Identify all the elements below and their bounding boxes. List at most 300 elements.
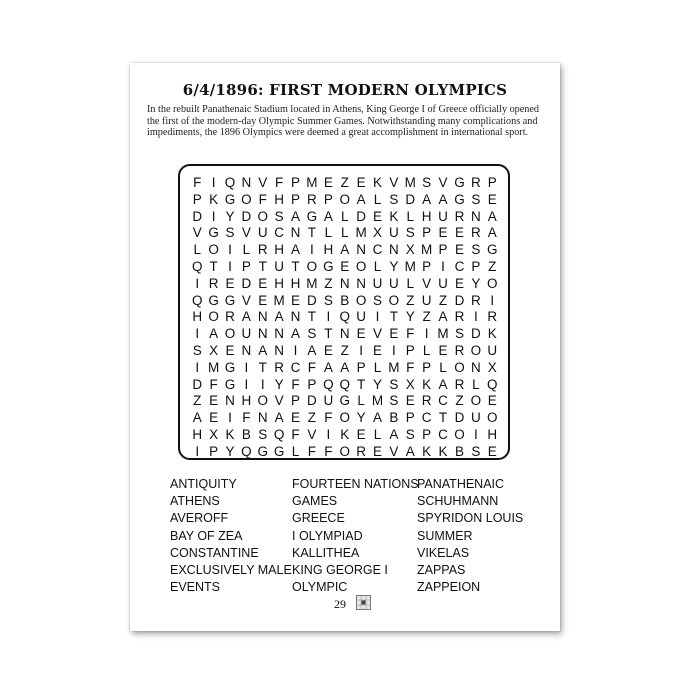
- grid-letter[interactable]: L: [193, 242, 201, 258]
- grid-letter[interactable]: I: [195, 326, 200, 342]
- grid-letter[interactable]: H: [274, 191, 285, 207]
- grid-letter[interactable]: M: [273, 292, 285, 308]
- grid-letter[interactable]: O: [224, 326, 236, 342]
- grid-letter[interactable]: F: [258, 191, 267, 207]
- grid-letter[interactable]: U: [323, 393, 334, 409]
- grid-letter[interactable]: K: [422, 443, 432, 459]
- grid-letter[interactable]: Z: [307, 410, 317, 426]
- grid-letter[interactable]: R: [454, 376, 465, 392]
- grid-letter[interactable]: U: [438, 208, 448, 224]
- grid-letter[interactable]: N: [257, 309, 268, 325]
- grid-letter[interactable]: S: [454, 326, 464, 342]
- grid-letter[interactable]: C: [421, 410, 432, 426]
- grid-letter[interactable]: A: [340, 359, 350, 375]
- grid-letter[interactable]: K: [209, 191, 219, 207]
- grid-letter[interactable]: F: [193, 175, 202, 190]
- grid-letter[interactable]: I: [260, 376, 265, 392]
- grid-letter[interactable]: L: [242, 242, 251, 258]
- grid-letter[interactable]: H: [274, 242, 285, 258]
- grid-letter[interactable]: E: [323, 342, 333, 358]
- grid-letter[interactable]: Q: [323, 376, 334, 392]
- grid-letter[interactable]: G: [257, 443, 269, 459]
- grid-letter[interactable]: A: [241, 309, 251, 325]
- grid-letter[interactable]: H: [192, 309, 203, 325]
- grid-letter[interactable]: N: [241, 175, 252, 190]
- grid-letter[interactable]: O: [241, 191, 252, 207]
- grid-letter[interactable]: M: [404, 258, 416, 274]
- grid-letter[interactable]: A: [209, 326, 219, 342]
- grid-letter[interactable]: O: [208, 309, 219, 325]
- grid-letter[interactable]: P: [422, 225, 432, 241]
- grid-letter[interactable]: I: [293, 342, 298, 358]
- grid-letter[interactable]: E: [487, 443, 497, 459]
- grid-letter[interactable]: G: [224, 359, 236, 375]
- grid-letter[interactable]: Z: [340, 342, 349, 358]
- grid-letter[interactable]: F: [324, 410, 333, 426]
- grid-letter[interactable]: N: [339, 326, 350, 342]
- grid-letter[interactable]: U: [438, 275, 448, 291]
- grid-letter[interactable]: C: [372, 242, 383, 258]
- grid-letter[interactable]: Y: [225, 443, 235, 459]
- grid-letter[interactable]: I: [195, 359, 200, 375]
- grid-letter[interactable]: L: [340, 225, 349, 241]
- grid-letter[interactable]: Q: [191, 292, 203, 308]
- grid-letter[interactable]: A: [258, 342, 268, 358]
- grid-letter[interactable]: X: [405, 242, 415, 258]
- grid-letter[interactable]: S: [389, 191, 399, 207]
- grid-letter[interactable]: R: [470, 292, 481, 308]
- grid-letter[interactable]: R: [208, 275, 219, 291]
- grid-letter[interactable]: T: [307, 225, 317, 241]
- grid-letter[interactable]: A: [323, 359, 333, 375]
- grid-letter[interactable]: M: [388, 359, 400, 375]
- grid-letter[interactable]: P: [307, 376, 317, 392]
- grid-letter[interactable]: N: [290, 225, 301, 241]
- grid-letter[interactable]: O: [257, 208, 269, 224]
- grid-letter[interactable]: I: [211, 208, 216, 224]
- grid-letter[interactable]: Q: [339, 309, 350, 325]
- grid-letter[interactable]: Q: [486, 376, 498, 392]
- grid-letter[interactable]: E: [405, 393, 415, 409]
- grid-letter[interactable]: G: [339, 393, 350, 409]
- grid-letter[interactable]: H: [274, 275, 285, 291]
- grid-letter[interactable]: I: [195, 275, 200, 291]
- grid-letter[interactable]: R: [225, 309, 235, 325]
- grid-letter[interactable]: M: [355, 225, 367, 241]
- grid-letter[interactable]: L: [357, 393, 365, 409]
- grid-letter[interactable]: E: [323, 175, 333, 190]
- grid-letter[interactable]: T: [209, 258, 218, 274]
- grid-letter[interactable]: E: [258, 275, 268, 291]
- grid-letter[interactable]: P: [471, 258, 481, 274]
- grid-letter[interactable]: A: [274, 410, 284, 426]
- grid-letter[interactable]: L: [472, 376, 480, 392]
- grid-letter[interactable]: O: [355, 292, 367, 308]
- grid-letter[interactable]: F: [291, 426, 300, 442]
- grid-letter[interactable]: O: [355, 258, 367, 274]
- grid-letter[interactable]: V: [241, 225, 251, 241]
- grid-letter[interactable]: Y: [356, 410, 366, 426]
- grid-letter[interactable]: G: [454, 175, 465, 190]
- grid-letter[interactable]: G: [323, 258, 334, 274]
- grid-letter[interactable]: H: [192, 426, 203, 442]
- grid-letter[interactable]: M: [371, 393, 384, 409]
- grid-letter[interactable]: X: [372, 225, 382, 241]
- grid-letter[interactable]: D: [241, 208, 252, 224]
- grid-letter[interactable]: Z: [422, 309, 431, 325]
- grid-letter[interactable]: I: [359, 342, 363, 358]
- grid-letter[interactable]: N: [274, 326, 285, 342]
- grid-letter[interactable]: D: [192, 376, 203, 392]
- grid-letter[interactable]: V: [307, 426, 317, 442]
- grid-letter[interactable]: K: [487, 326, 497, 342]
- grid-letter[interactable]: D: [307, 292, 317, 308]
- grid-letter[interactable]: R: [470, 175, 481, 190]
- grid-letter[interactable]: F: [307, 359, 317, 375]
- grid-letter[interactable]: S: [192, 342, 202, 358]
- grid-letter[interactable]: D: [470, 326, 481, 342]
- grid-letter[interactable]: Z: [193, 393, 202, 409]
- grid-letter[interactable]: O: [486, 275, 498, 291]
- grid-letter[interactable]: X: [209, 342, 219, 358]
- grid-letter[interactable]: E: [258, 292, 268, 308]
- grid-letter[interactable]: S: [471, 191, 481, 207]
- grid-letter[interactable]: G: [224, 191, 236, 207]
- grid-letter[interactable]: D: [241, 275, 252, 291]
- grid-letter[interactable]: A: [274, 309, 284, 325]
- grid-letter[interactable]: I: [244, 359, 249, 375]
- grid-letter[interactable]: U: [470, 410, 481, 426]
- grid-letter[interactable]: A: [291, 326, 301, 342]
- grid-letter[interactable]: T: [356, 376, 366, 392]
- grid-letter[interactable]: I: [326, 426, 331, 442]
- grid-letter[interactable]: H: [290, 275, 301, 291]
- grid-letter[interactable]: A: [405, 443, 415, 459]
- grid-letter[interactable]: L: [373, 359, 382, 375]
- grid-letter[interactable]: S: [405, 225, 415, 241]
- grid-letter[interactable]: L: [422, 342, 431, 358]
- grid-letter[interactable]: R: [454, 309, 465, 325]
- grid-letter[interactable]: Y: [405, 309, 415, 325]
- grid-letter[interactable]: I: [392, 342, 396, 358]
- grid-letter[interactable]: H: [421, 208, 432, 224]
- grid-letter[interactable]: S: [389, 393, 399, 409]
- grid-letter[interactable]: Q: [224, 175, 236, 190]
- grid-letter[interactable]: E: [487, 393, 497, 409]
- grid-letter[interactable]: S: [274, 208, 284, 224]
- grid-letter[interactable]: E: [209, 393, 219, 409]
- grid-letter[interactable]: I: [195, 443, 200, 459]
- grid-letter[interactable]: P: [241, 258, 251, 274]
- grid-letter[interactable]: E: [454, 225, 464, 241]
- grid-letter[interactable]: E: [291, 410, 301, 426]
- grid-letter[interactable]: O: [257, 393, 269, 409]
- grid-letter[interactable]: L: [340, 208, 349, 224]
- grid-letter[interactable]: I: [375, 309, 380, 325]
- grid-letter[interactable]: P: [487, 175, 497, 190]
- grid-letter[interactable]: Q: [339, 376, 350, 392]
- grid-letter[interactable]: A: [438, 309, 448, 325]
- grid-letter[interactable]: E: [356, 426, 366, 442]
- grid-letter[interactable]: O: [339, 443, 350, 459]
- grid-letter[interactable]: D: [405, 191, 416, 207]
- grid-letter[interactable]: K: [340, 426, 350, 442]
- grid-letter[interactable]: E: [454, 275, 464, 291]
- grid-letter[interactable]: D: [454, 410, 465, 426]
- grid-letter[interactable]: U: [274, 258, 285, 274]
- grid-letter[interactable]: T: [291, 258, 300, 274]
- grid-letter[interactable]: V: [389, 175, 399, 190]
- grid-letter[interactable]: H: [487, 426, 498, 442]
- grid-letter[interactable]: E: [487, 191, 497, 207]
- grid-letter[interactable]: O: [454, 426, 465, 442]
- grid-letter[interactable]: N: [389, 242, 399, 258]
- grid-letter[interactable]: U: [257, 225, 268, 241]
- grid-letter[interactable]: T: [389, 309, 398, 325]
- grid-letter[interactable]: A: [438, 376, 448, 392]
- grid-letter[interactable]: K: [389, 208, 399, 224]
- grid-letter[interactable]: A: [291, 242, 301, 258]
- grid-letter[interactable]: O: [208, 242, 219, 258]
- grid-letter[interactable]: M: [404, 175, 416, 190]
- grid-letter[interactable]: Y: [389, 258, 399, 274]
- grid-letter[interactable]: U: [356, 309, 366, 325]
- grid-letter[interactable]: P: [422, 359, 432, 375]
- grid-letter[interactable]: R: [454, 208, 465, 224]
- grid-letter[interactable]: E: [340, 258, 350, 274]
- grid-letter[interactable]: M: [306, 275, 318, 291]
- grid-letter[interactable]: S: [372, 292, 382, 308]
- grid-letter[interactable]: L: [291, 443, 300, 459]
- grid-letter[interactable]: B: [454, 443, 464, 459]
- grid-letter[interactable]: N: [356, 275, 366, 291]
- grid-letter[interactable]: V: [438, 175, 448, 190]
- grid-letter[interactable]: A: [438, 191, 448, 207]
- grid-letter[interactable]: Q: [241, 443, 252, 459]
- grid-letter[interactable]: A: [340, 242, 350, 258]
- grid-letter[interactable]: C: [454, 258, 465, 274]
- grid-letter[interactable]: E: [356, 175, 366, 190]
- grid-letter[interactable]: Q: [273, 426, 285, 442]
- grid-letter[interactable]: L: [324, 225, 333, 241]
- grid-letter[interactable]: A: [323, 208, 333, 224]
- grid-letter[interactable]: Z: [406, 292, 415, 308]
- grid-letter[interactable]: N: [257, 326, 268, 342]
- grid-letter[interactable]: P: [356, 359, 366, 375]
- grid-letter[interactable]: R: [470, 225, 481, 241]
- grid-letter[interactable]: D: [307, 393, 317, 409]
- grid-letter[interactable]: R: [356, 443, 366, 459]
- grid-letter[interactable]: F: [291, 376, 300, 392]
- grid-letter[interactable]: P: [192, 191, 202, 207]
- grid-letter[interactable]: U: [421, 292, 432, 308]
- grid-letter[interactable]: D: [454, 292, 465, 308]
- grid-letter[interactable]: A: [291, 208, 301, 224]
- grid-letter[interactable]: R: [257, 242, 268, 258]
- grid-letter[interactable]: Z: [324, 275, 333, 291]
- grid-letter[interactable]: G: [208, 292, 219, 308]
- grid-letter[interactable]: S: [307, 326, 317, 342]
- grid-letter[interactable]: N: [257, 410, 268, 426]
- grid-letter[interactable]: G: [224, 292, 236, 308]
- grid-letter[interactable]: I: [473, 426, 478, 442]
- grid-letter[interactable]: E: [372, 342, 382, 358]
- grid-letter[interactable]: A: [389, 426, 399, 442]
- grid-letter[interactable]: A: [192, 410, 202, 426]
- grid-letter[interactable]: G: [306, 208, 318, 224]
- grid-letter[interactable]: I: [244, 376, 249, 392]
- grid-letter[interactable]: Y: [471, 275, 481, 291]
- grid-letter[interactable]: Q: [191, 258, 203, 274]
- grid-letter[interactable]: I: [211, 175, 216, 190]
- grid-letter[interactable]: L: [406, 208, 415, 224]
- grid-letter[interactable]: H: [323, 242, 334, 258]
- grid-letter[interactable]: N: [241, 342, 252, 358]
- grid-letter[interactable]: P: [323, 191, 333, 207]
- grid-letter[interactable]: V: [241, 292, 251, 308]
- grid-letter[interactable]: P: [291, 393, 301, 409]
- grid-letter[interactable]: K: [225, 426, 235, 442]
- grid-letter[interactable]: D: [192, 208, 203, 224]
- grid-letter[interactable]: B: [340, 292, 350, 308]
- grid-letter[interactable]: I: [473, 309, 478, 325]
- grid-letter[interactable]: E: [438, 342, 448, 358]
- grid-letter[interactable]: S: [405, 426, 415, 442]
- grid-letter[interactable]: O: [470, 342, 482, 358]
- grid-letter[interactable]: F: [406, 359, 415, 375]
- grid-letter[interactable]: T: [324, 326, 333, 342]
- grid-letter[interactable]: V: [258, 175, 268, 190]
- grid-letter[interactable]: O: [454, 359, 465, 375]
- grid-letter[interactable]: N: [470, 359, 481, 375]
- grid-letter[interactable]: E: [356, 326, 366, 342]
- grid-letter[interactable]: N: [290, 309, 301, 325]
- grid-letter[interactable]: R: [454, 342, 465, 358]
- grid-letter[interactable]: A: [487, 225, 497, 241]
- grid-letter[interactable]: P: [405, 342, 415, 358]
- grid-letter[interactable]: X: [487, 359, 497, 375]
- grid-letter[interactable]: Y: [274, 376, 284, 392]
- grid-letter[interactable]: O: [339, 410, 350, 426]
- grid-letter[interactable]: A: [307, 342, 317, 358]
- grid-letter[interactable]: O: [339, 191, 350, 207]
- grid-letter[interactable]: F: [209, 376, 218, 392]
- grid-letter[interactable]: S: [323, 292, 333, 308]
- grid-letter[interactable]: K: [422, 376, 432, 392]
- grid-letter[interactable]: V: [422, 275, 432, 291]
- grid-letter[interactable]: N: [225, 393, 235, 409]
- grid-letter[interactable]: Z: [438, 292, 448, 308]
- grid-letter[interactable]: S: [389, 376, 399, 392]
- grid-letter[interactable]: N: [274, 342, 285, 358]
- grid-letter[interactable]: M: [306, 175, 318, 190]
- grid-letter[interactable]: I: [228, 410, 232, 426]
- grid-letter[interactable]: P: [422, 258, 432, 274]
- grid-letter[interactable]: M: [421, 242, 433, 258]
- grid-letter[interactable]: I: [310, 242, 314, 258]
- grid-letter[interactable]: C: [438, 393, 448, 409]
- grid-letter[interactable]: R: [421, 393, 432, 409]
- grid-letter[interactable]: P: [422, 426, 432, 442]
- grid-letter[interactable]: E: [372, 443, 382, 459]
- grid-letter[interactable]: O: [470, 393, 482, 409]
- grid-letter[interactable]: C: [438, 426, 448, 442]
- grid-letter[interactable]: C: [274, 225, 285, 241]
- grid-letter[interactable]: F: [406, 326, 415, 342]
- grid-letter[interactable]: L: [439, 359, 447, 375]
- grid-letter[interactable]: I: [424, 326, 429, 342]
- grid-letter[interactable]: K: [438, 443, 448, 459]
- grid-letter[interactable]: R: [274, 359, 285, 375]
- grid-letter[interactable]: F: [275, 175, 284, 190]
- grid-letter[interactable]: E: [291, 292, 301, 308]
- grid-letter[interactable]: I: [228, 258, 232, 274]
- grid-letter[interactable]: K: [372, 175, 382, 190]
- grid-letter[interactable]: V: [274, 393, 284, 409]
- grid-letter[interactable]: P: [438, 242, 448, 258]
- grid-letter[interactable]: P: [291, 175, 301, 190]
- grid-letter[interactable]: A: [487, 208, 497, 224]
- grid-letter[interactable]: U: [241, 326, 252, 342]
- grid-letter[interactable]: U: [389, 225, 399, 241]
- grid-letter[interactable]: V: [192, 225, 202, 241]
- grid-letter[interactable]: Y: [225, 208, 235, 224]
- grid-letter[interactable]: E: [438, 225, 448, 241]
- grid-letter[interactable]: O: [388, 292, 400, 308]
- grid-letter[interactable]: Z: [455, 393, 464, 409]
- grid-letter[interactable]: U: [389, 275, 399, 291]
- grid-letter[interactable]: L: [373, 426, 382, 442]
- grid-letter[interactable]: P: [209, 443, 219, 459]
- grid-letter[interactable]: F: [324, 443, 333, 459]
- grid-letter[interactable]: M: [207, 359, 220, 375]
- grid-letter[interactable]: S: [258, 426, 268, 442]
- grid-letter[interactable]: E: [209, 410, 219, 426]
- grid-letter[interactable]: C: [290, 359, 301, 375]
- grid-letter[interactable]: U: [372, 275, 383, 291]
- grid-letter[interactable]: P: [405, 410, 415, 426]
- grid-letter[interactable]: N: [470, 208, 481, 224]
- grid-letter[interactable]: O: [486, 410, 498, 426]
- grid-letter[interactable]: U: [487, 342, 498, 358]
- grid-letter[interactable]: E: [389, 326, 399, 342]
- grid-letter[interactable]: X: [405, 376, 415, 392]
- grid-letter[interactable]: I: [228, 242, 232, 258]
- grid-letter[interactable]: I: [326, 309, 331, 325]
- grid-letter[interactable]: S: [225, 225, 235, 241]
- grid-letter[interactable]: G: [454, 191, 465, 207]
- grid-letter[interactable]: T: [438, 410, 448, 426]
- grid-letter[interactable]: V: [372, 326, 382, 342]
- grid-letter[interactable]: A: [372, 410, 382, 426]
- grid-letter[interactable]: H: [241, 393, 252, 409]
- grid-letter[interactable]: R: [487, 309, 498, 325]
- grid-letter[interactable]: I: [490, 292, 495, 308]
- grid-letter[interactable]: Z: [488, 258, 497, 274]
- grid-letter[interactable]: R: [307, 191, 317, 207]
- grid-letter[interactable]: G: [224, 376, 236, 392]
- grid-letter[interactable]: E: [372, 208, 382, 224]
- grid-letter[interactable]: L: [373, 191, 382, 207]
- grid-letter[interactable]: Y: [372, 376, 382, 392]
- grid-letter[interactable]: T: [258, 258, 267, 274]
- grid-letter[interactable]: T: [307, 309, 317, 325]
- grid-letter[interactable]: E: [454, 242, 464, 258]
- grid-letter[interactable]: F: [242, 410, 251, 426]
- grid-letter[interactable]: O: [306, 258, 318, 274]
- grid-letter[interactable]: M: [437, 326, 449, 342]
- grid-letter[interactable]: G: [486, 242, 498, 258]
